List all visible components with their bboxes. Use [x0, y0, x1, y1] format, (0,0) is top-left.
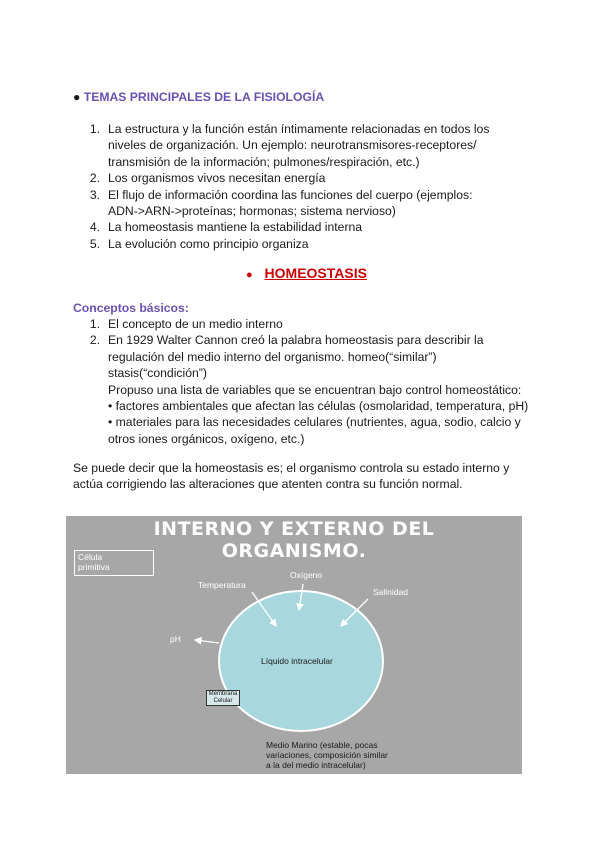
- section1-heading: [73, 89, 324, 105]
- item-number: 2.: [89, 171, 100, 186]
- summary-paragraph: [73, 460, 509, 493]
- homeostasis-bullet: ●: [246, 269, 253, 281]
- item-number: 5.: [89, 236, 100, 251]
- item-line: El concepto de un medio interno: [108, 317, 283, 331]
- item-line: La estructura y la función están íntimamente relacionadas en todos los: [108, 122, 490, 136]
- item-line: otros iones orgánicos, oxígeno, etc.): [108, 431, 305, 446]
- label-temperatura: Temperatura: [198, 580, 246, 590]
- item-number: 3.: [89, 187, 100, 202]
- medio-marino-line: a la del medio intracelular): [266, 760, 366, 770]
- item-number: 2.: [89, 333, 100, 348]
- celular-label: Celular: [213, 698, 233, 704]
- label-salinidad: Salinidad: [373, 587, 408, 597]
- paragraph-line: actúa corrigiendo las alteraciones que atenten contra su función normal.: [73, 477, 463, 492]
- membrana-label: Membrana: [208, 691, 238, 697]
- medio-marino-line: Medio Marino (estable, pocas: [266, 740, 378, 750]
- item-line: niveles de organización. Un ejemplo: neurotransmisores-receptores/: [108, 138, 477, 153]
- item-line: El flujo de información coordina las funciones del cuerpo (ejemplos:: [108, 187, 473, 202]
- item-line: regulación del medio interno del organismo. homeo(“similar”): [108, 349, 437, 364]
- arrow-salinidad: [341, 599, 368, 626]
- homeostasis-figure: [66, 516, 522, 774]
- homeostasis-title: HOMEOSTASIS: [264, 265, 367, 281]
- label-oxigeno: Oxígeno: [290, 570, 323, 580]
- item-line: Los organismos vivos necesitan energía: [108, 171, 326, 186]
- conceptos-subheading: Conceptos básicos:: [73, 301, 189, 315]
- item-line: • factores ambientales que afectan las células (osmolaridad, temperatura, pH): [108, 398, 529, 413]
- medio-marino-note: [266, 740, 388, 770]
- item-number: 4.: [89, 220, 100, 235]
- arrow-ph: [195, 640, 219, 643]
- section1-bullet: ●: [73, 90, 81, 104]
- figure-title-line2: ORGANISMO.: [221, 540, 367, 562]
- section1-heading-text: TEMAS PRINCIPALES DE LA FISIOLOGÍA: [83, 90, 325, 104]
- arrows: [66, 516, 522, 774]
- label-liquido: Líquido intracelular: [261, 656, 333, 666]
- label-ph: pH: [170, 634, 181, 644]
- item-line: La evolución como principio organiza: [108, 236, 309, 251]
- figure-title-line1: INTERNO Y EXTERNO DEL: [153, 518, 435, 540]
- celula-label: Célula: [78, 552, 103, 562]
- medio-marino-line: variaciones, composición similar: [266, 750, 388, 760]
- item-number: 1.: [89, 317, 100, 331]
- item-line: stasis(“condición”): [108, 366, 207, 381]
- homeostasis-heading: [246, 265, 367, 283]
- arrow-oxigeno: [299, 584, 303, 610]
- item-line: ADN->ARN->proteínas; hormonas; sistema nervioso): [108, 203, 396, 218]
- membrana-box: [206, 690, 240, 706]
- item-line: • materiales para las necesidades celulares (nutrientes, agua, sodio, calcio y: [108, 415, 521, 430]
- item-line: Propuso una lista de variables que se encuentran bajo control homeostático:: [108, 382, 522, 397]
- paragraph-line: Se puede decir que la homeostasis es; el organismo controla su estado interno y: [73, 461, 510, 475]
- item-line: transmisión de la información; pulmones/respiración, etc.): [108, 154, 420, 169]
- item-line: En 1929 Walter Cannon creó la palabra homeostasis para describir la: [108, 333, 484, 348]
- primitiva-label: primitiva: [78, 562, 110, 572]
- item-number: 1.: [89, 122, 100, 136]
- item-line: La homeostasis mantiene la estabilidad interna: [108, 220, 363, 235]
- arrow-temperatura: [252, 592, 276, 626]
